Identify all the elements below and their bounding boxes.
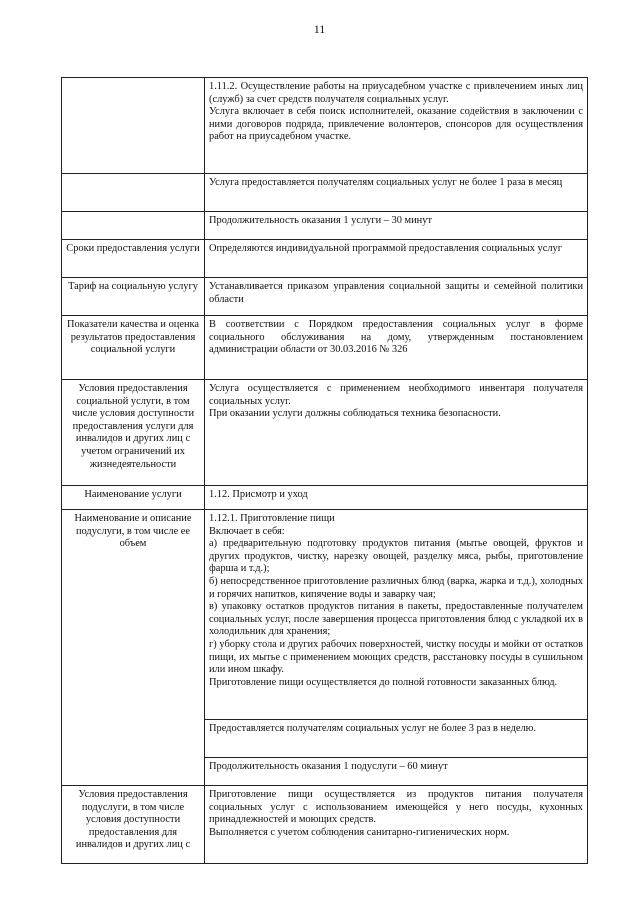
table-cell-empty xyxy=(62,174,205,212)
paragraph: Продолжительность оказания 1 услуги – 30 минут xyxy=(209,215,432,226)
table-cell xyxy=(205,380,588,486)
table-cell: 1.12. Присмотр и уход xyxy=(205,486,588,510)
table-row xyxy=(62,380,588,486)
table-cell-label: Условия предоставления социальной услуги, в том числе условия доступности предоставления услуги для инвалидов и других лиц с учетом ограничений их жизнедеятельности xyxy=(62,380,205,486)
table-cell xyxy=(205,212,588,240)
paragraph: Выполняется с учетом соблюдения санитарно-гигиенических норм. xyxy=(209,826,510,838)
table-row xyxy=(62,174,588,212)
table-cell-empty xyxy=(62,212,205,240)
table-cell xyxy=(205,78,588,174)
table-cell-label: Показатели качества и оценка результатов предоставления социальной услуги xyxy=(62,316,205,380)
table-cell: Предоставляется получателям социальных услуг не более 3 раз в неделю. xyxy=(205,720,588,758)
table-row xyxy=(62,786,588,864)
paragraph: 1.11.2. Осуществление работы на приусадебном участке с привлечением иных лиц (служб) за счет средств получателя социальных услуг. xyxy=(209,81,583,105)
table-cell: Продолжительность оказания 1 подуслуги – 60 минут xyxy=(205,758,588,786)
paragraph: При оказании услуги должны соблюдаться техника безопасности. xyxy=(209,408,501,420)
table-row xyxy=(62,510,588,720)
table-row xyxy=(62,240,588,278)
table-cell-label: Тариф на социальную услугу xyxy=(62,278,205,316)
table-cell: Устанавливается приказом управления социальной защиты и семейной политики области xyxy=(205,278,588,316)
paragraph: 1.12.1. Приготовление пищи xyxy=(209,513,335,524)
table-row xyxy=(62,78,588,174)
paragraph: Приготовление пищи осуществляется из продуктов питания получателя социальных услуг с использованием имеющейся у него посуды, кухонных принадлежностей и моющих средств. xyxy=(209,789,583,826)
table-cell-label: Сроки предоставления услуги xyxy=(62,240,205,278)
list-item: а) предварительную подготовку продуктов питания (мытье овощей, фруктов и других продуктов, чистку, нарезку овощей, разделку мяса, рыбы, приготовление фарша и т.д.); xyxy=(209,538,583,575)
services-table xyxy=(61,77,588,864)
table-row xyxy=(62,212,588,240)
table-cell-label: Условия предоставления подуслуги, в том числе условия доступности предоставления для инвалидов и других лиц с xyxy=(62,786,205,864)
table-cell xyxy=(205,510,588,720)
paragraph: Приготовление пищи осуществляется до полной готовности заказанных блюд. xyxy=(209,676,558,688)
table-cell xyxy=(205,786,588,864)
table-cell-label: Наименование и описание подуслуги, в том числе ее объем xyxy=(62,510,205,786)
paragraph: Услуга предоставляется получателям социальных услуг не более 1 раза в месяц xyxy=(209,177,563,188)
list-item: в) упаковку остатков продуктов питания в пакеты, предоставленные получателем социальных услуг, после завершения процесса приготовления блюд с укладкой их в холодильник для хранения; xyxy=(209,601,583,638)
list-item: б) непосредственное приготовление различных блюд (варка, жарка и т.д.), холодных и горячих напитков, кипячение воды и заварку чая; xyxy=(209,575,583,600)
table-row xyxy=(62,278,588,316)
table-row xyxy=(62,316,588,380)
table-cell xyxy=(205,174,588,212)
page-number: 11 xyxy=(313,22,326,36)
paragraph: Услуга включает в себя поиск исполнителей, оказание содействия в заключении с ними договоров подряда, привлечение волонтеров, спонсоров для осуществления работ на приусадебном участке. xyxy=(209,106,583,143)
list-item: г) уборку стола и других рабочих поверхностей, чистку посуды и мойки от остатков пищи, их мытье с применением моющих средств, расстановку посуды в сушильном или ином шкафу. xyxy=(209,638,583,676)
table-cell-empty xyxy=(62,78,205,174)
paragraph: Включает в себя: xyxy=(209,525,285,537)
table-cell-label: Наименование услуги xyxy=(62,486,205,510)
table-cell: В соответствии с Порядком предоставления социальных услуг в форме социального обслуживания на дому, утвержденным постановлением администрации области от 30.03.2016 № 326 xyxy=(205,316,588,380)
table-cell: Определяются индивидуальной программой предоставления социальных услуг xyxy=(205,240,588,278)
paragraph: Услуга осуществляется с применением необходимого инвентаря получателя социальных услуг. xyxy=(209,383,583,407)
table-row xyxy=(62,486,588,510)
